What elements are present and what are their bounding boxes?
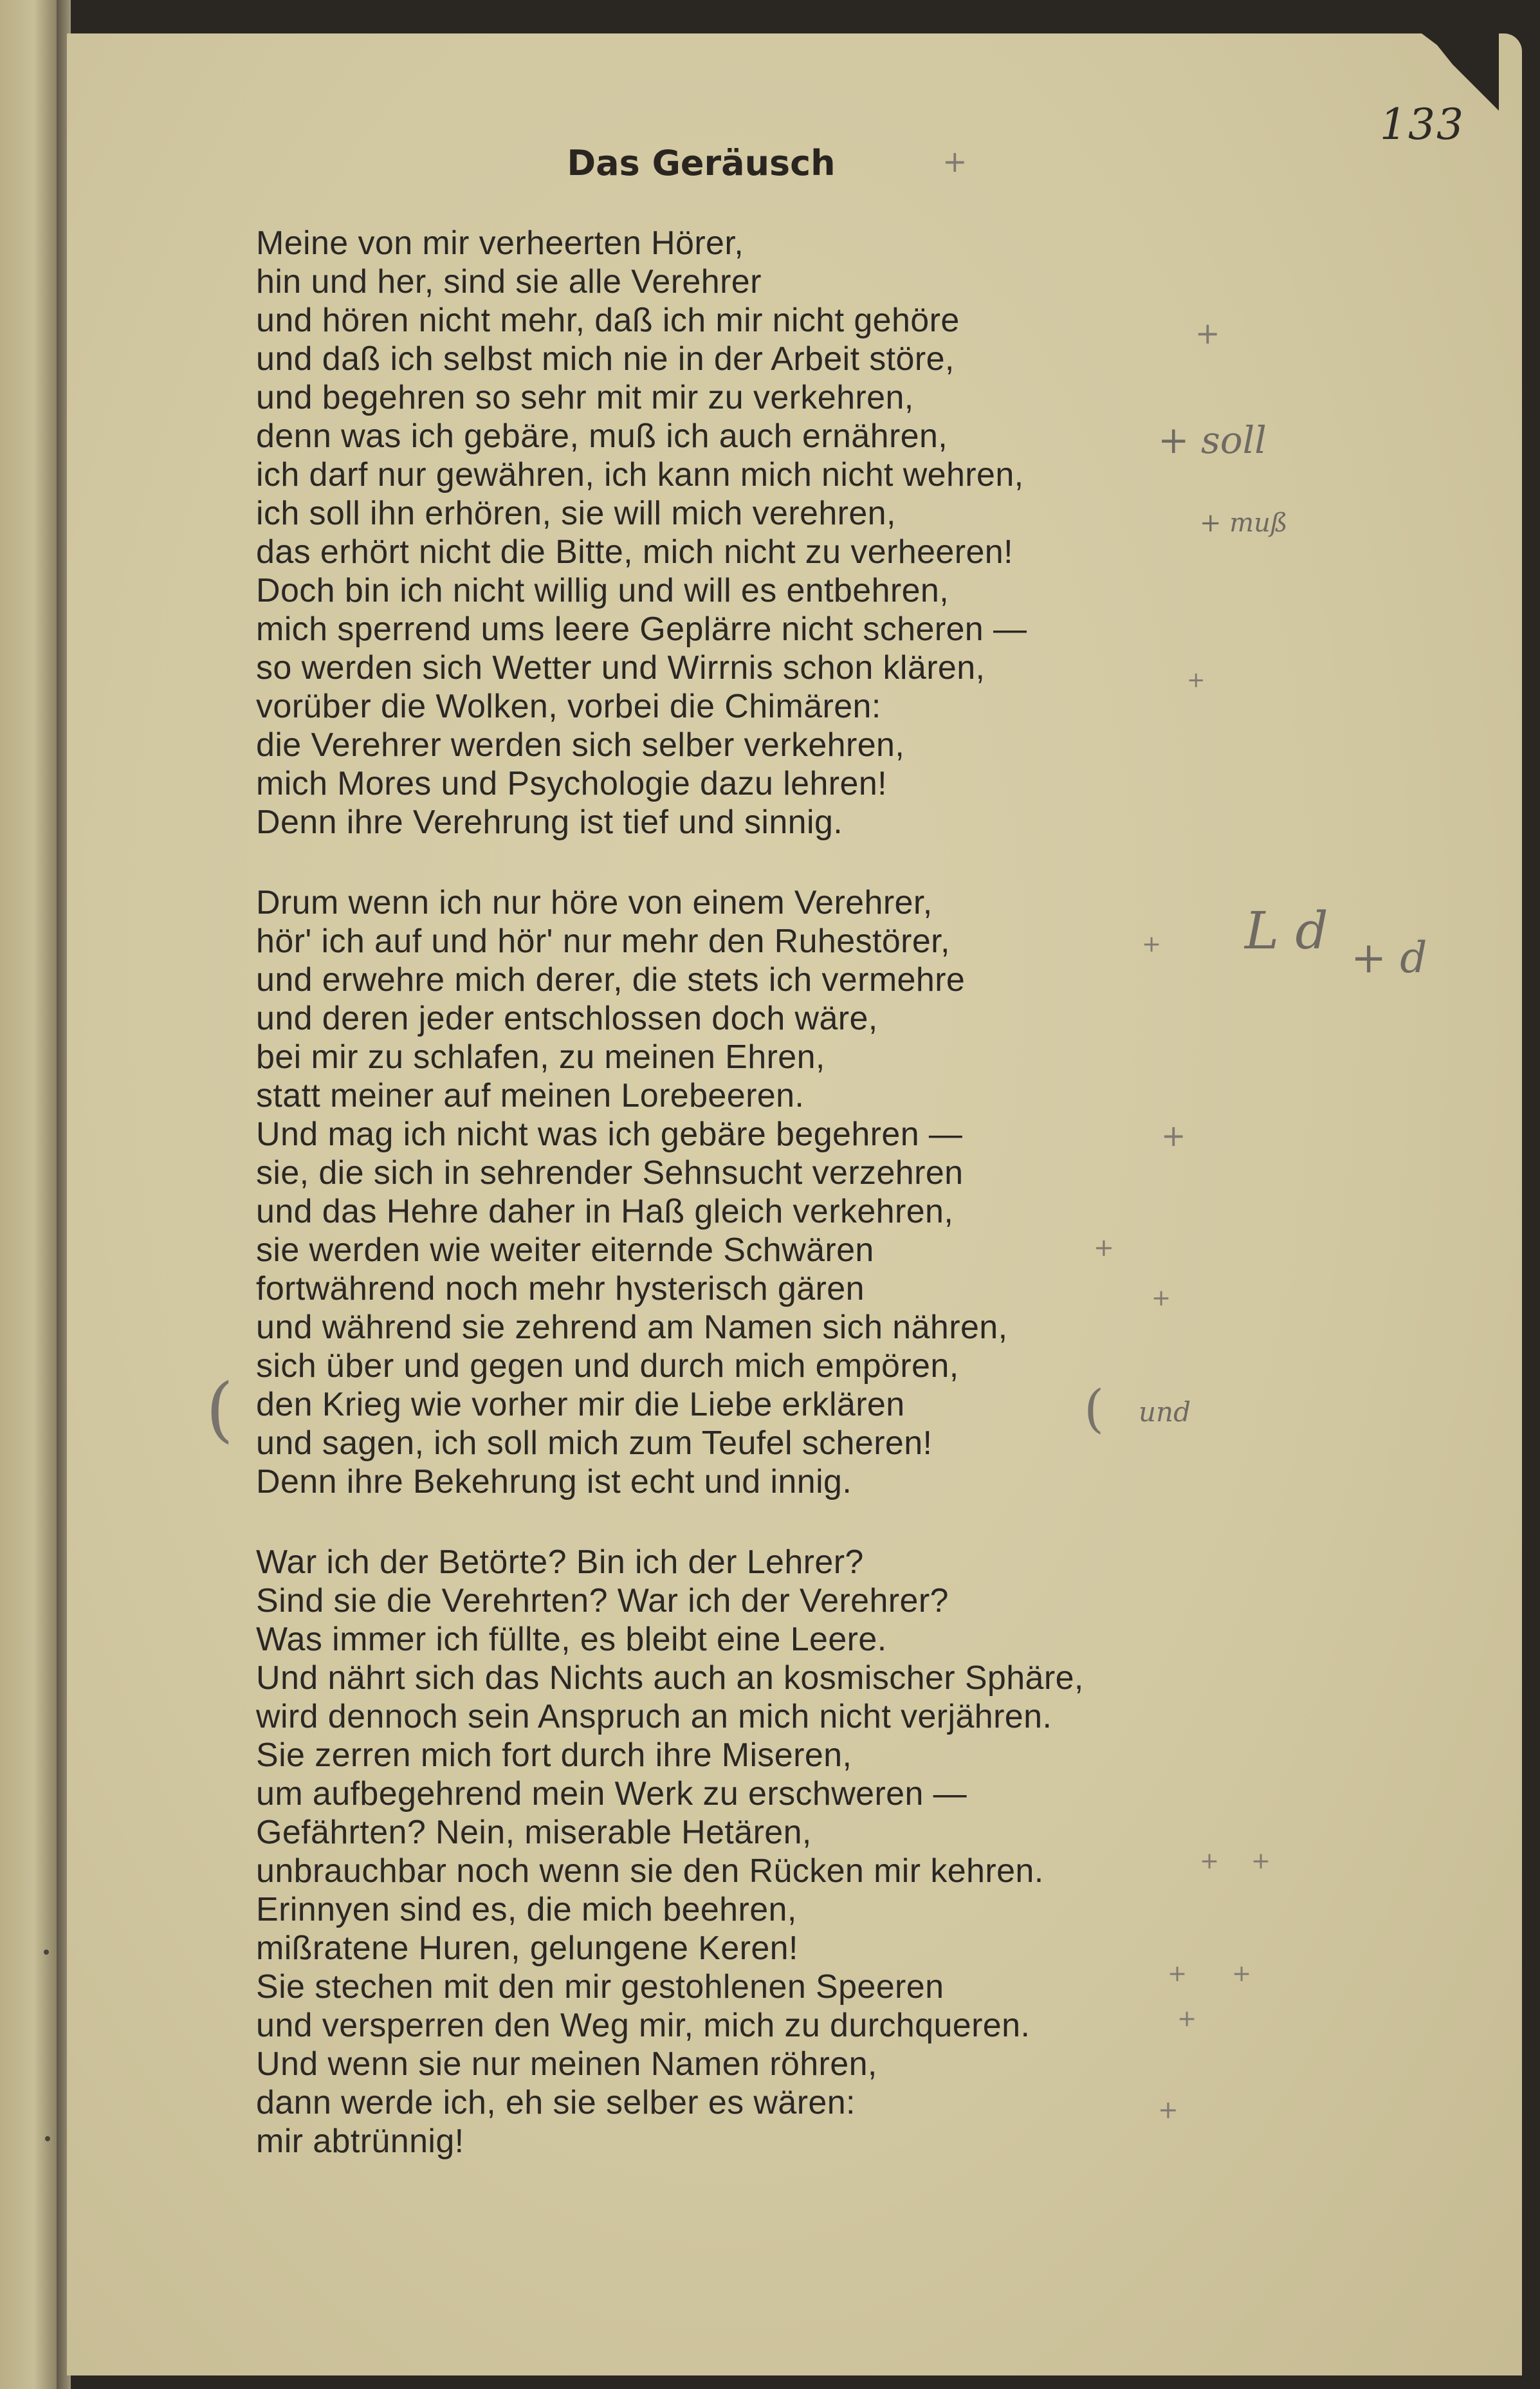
verse-line: Sie stechen mit den mir gestohlenen Speeren	[256, 1968, 944, 2006]
verse-line: Doch bin ich nicht willig und will es entbehren,	[256, 572, 949, 609]
margin-note-und: und	[1139, 1396, 1191, 1428]
verse-line: Und mag ich nicht was ich gebäre begehren —	[256, 1116, 963, 1153]
bracket-mark: (	[1084, 1379, 1105, 1439]
plus-mark: +	[1142, 931, 1162, 957]
verse-line: und daß ich selbst mich nie in der Arbeit störe,	[256, 340, 955, 378]
plus-mark: +	[1187, 667, 1205, 693]
plus-mark: +	[1158, 2096, 1178, 2124]
verse-line: mißratene Huren, gelungene Keren!	[256, 1930, 798, 1967]
plus-mark: +	[1251, 1848, 1271, 1874]
verse-line: ich soll ihn erhören, sie will mich verehren,	[256, 495, 896, 532]
plus-mark: +	[942, 144, 967, 179]
poem-title: Das Geräusch	[567, 143, 836, 183]
verse-line: vorüber die Wolken, vorbei die Chimären:	[256, 688, 881, 725]
margin-dot	[45, 2136, 50, 2141]
plus-mark: +	[1200, 1848, 1220, 1874]
verse-line: War ich der Betörte? Bin ich der Lehrer?	[256, 1544, 864, 1581]
verse-line: und begehren so sehr mit mir zu verkehren,	[256, 379, 914, 416]
plus-mark: +	[1094, 1233, 1114, 1262]
verse-line: sie, die sich in sehrender Sehnsucht verzehren	[256, 1154, 964, 1192]
verse-line: Was immer ich füllte, es bleibt eine Leere.	[256, 1621, 887, 1658]
verse-line: und während sie zehrend am Namen sich nähren,	[256, 1309, 1008, 1346]
verse-line: hör' ich auf und hör' nur mehr den Ruhestörer,	[256, 923, 950, 960]
plus-mark: +	[1195, 316, 1220, 351]
verse-line: Meine von mir verheerten Hörer,	[256, 225, 744, 262]
verse-line: ich darf nur gewähren, ich kann mich nicht wehren,	[256, 456, 1024, 493]
verse-line: mir abtrünnig!	[256, 2123, 464, 2160]
verse-line: hin und her, sind sie alle Verehrer	[256, 263, 762, 300]
stanza-1	[256, 224, 1027, 842]
verse-line: Sind sie die Verehrten? War ich der Verehrer?	[256, 1582, 949, 1619]
verse-line: dann werde ich, eh sie selber es wären:	[256, 2084, 856, 2121]
verse-line: unbrauchbar noch wenn sie den Rücken mir kehren.	[256, 1852, 1044, 1890]
verse-line: und das Hehre daher in Haß gleich verkehren,	[256, 1193, 954, 1230]
verse-line: statt meiner auf meinen Lorebeeren.	[256, 1077, 805, 1114]
verse-line: sich über und gegen und durch mich empören,	[256, 1347, 959, 1385]
margin-note-d: + d	[1351, 933, 1427, 982]
plus-mark: +	[1151, 1285, 1171, 1311]
verse-line: Denn ihre Verehrung ist tief und sinnig.	[256, 804, 843, 841]
margin-note-ld: L d	[1245, 901, 1328, 961]
verse-line: Denn ihre Bekehrung ist echt und innig.	[256, 1463, 852, 1500]
margin-note-soll: + soll	[1158, 418, 1267, 462]
margin-note-muss: + muß	[1200, 508, 1288, 538]
verse-line: den Krieg wie vorher mir die Liebe erklären	[256, 1386, 905, 1423]
verse-line: das erhört nicht die Bitte, mich nicht zu verheeren!	[256, 533, 1013, 571]
plus-mark: +	[1161, 1118, 1186, 1153]
verse-line: Drum wenn ich nur höre von einem Verehrer,	[256, 884, 933, 921]
verse-line: sie werden wie weiter eiternde Schwären	[256, 1231, 874, 1269]
bracket-mark: (	[206, 1368, 234, 1450]
verse-line: denn was ich gebäre, muß ich auch ernähren,	[256, 418, 948, 455]
verse-line: Und wenn sie nur meinen Namen röhren,	[256, 2045, 877, 2083]
stanza-3	[256, 1543, 1084, 2161]
verse-line: und deren jeder entschlossen doch wäre,	[256, 1000, 878, 1037]
verse-line: Erinnyen sind es, die mich beehren,	[256, 1891, 797, 1928]
verse-line: Gefährten? Nein, miserable Hetären,	[256, 1814, 812, 1851]
margin-dot	[44, 1950, 49, 1955]
verse-line: und hören nicht mehr, daß ich mir nicht gehöre	[256, 302, 960, 339]
previous-page-edge	[0, 0, 57, 2389]
verse-line: Sie zerren mich fort durch ihre Miseren,	[256, 1737, 852, 1774]
verse-line: so werden sich Wetter und Wirrnis schon klären,	[256, 649, 985, 687]
verse-line: und erwehre mich derer, die stets ich vermehre	[256, 961, 966, 999]
verse-line: und versperren den Weg mir, mich zu durchqueren.	[256, 2007, 1031, 2044]
plus-mark: +	[1168, 1960, 1187, 1987]
verse-line: die Verehrer werden sich selber verkehren,	[256, 726, 905, 764]
verse-line: fortwährend noch mehr hysterisch gären	[256, 1270, 865, 1307]
page-number: 133	[1380, 100, 1465, 149]
verse-line: um aufbegehrend mein Werk zu erschweren —	[256, 1775, 967, 1813]
verse-line: wird dennoch sein Anspruch an mich nicht verjähren.	[256, 1698, 1052, 1735]
stanza-2	[256, 883, 1007, 1501]
verse-line: Und nährt sich das Nichts auch an kosmischer Sphäre,	[256, 1659, 1084, 1697]
verse-line: mich sperrend ums leere Geplärre nicht scheren —	[256, 611, 1027, 648]
plus-mark: +	[1232, 1960, 1252, 1987]
verse-line: und sagen, ich soll mich zum Teufel scheren!	[256, 1425, 933, 1462]
verse-line: bei mir zu schlafen, zu meinen Ehren,	[256, 1038, 825, 1076]
verse-line: mich Mores und Psychologie dazu lehren!	[256, 765, 888, 802]
plus-mark: +	[1177, 2006, 1197, 2032]
